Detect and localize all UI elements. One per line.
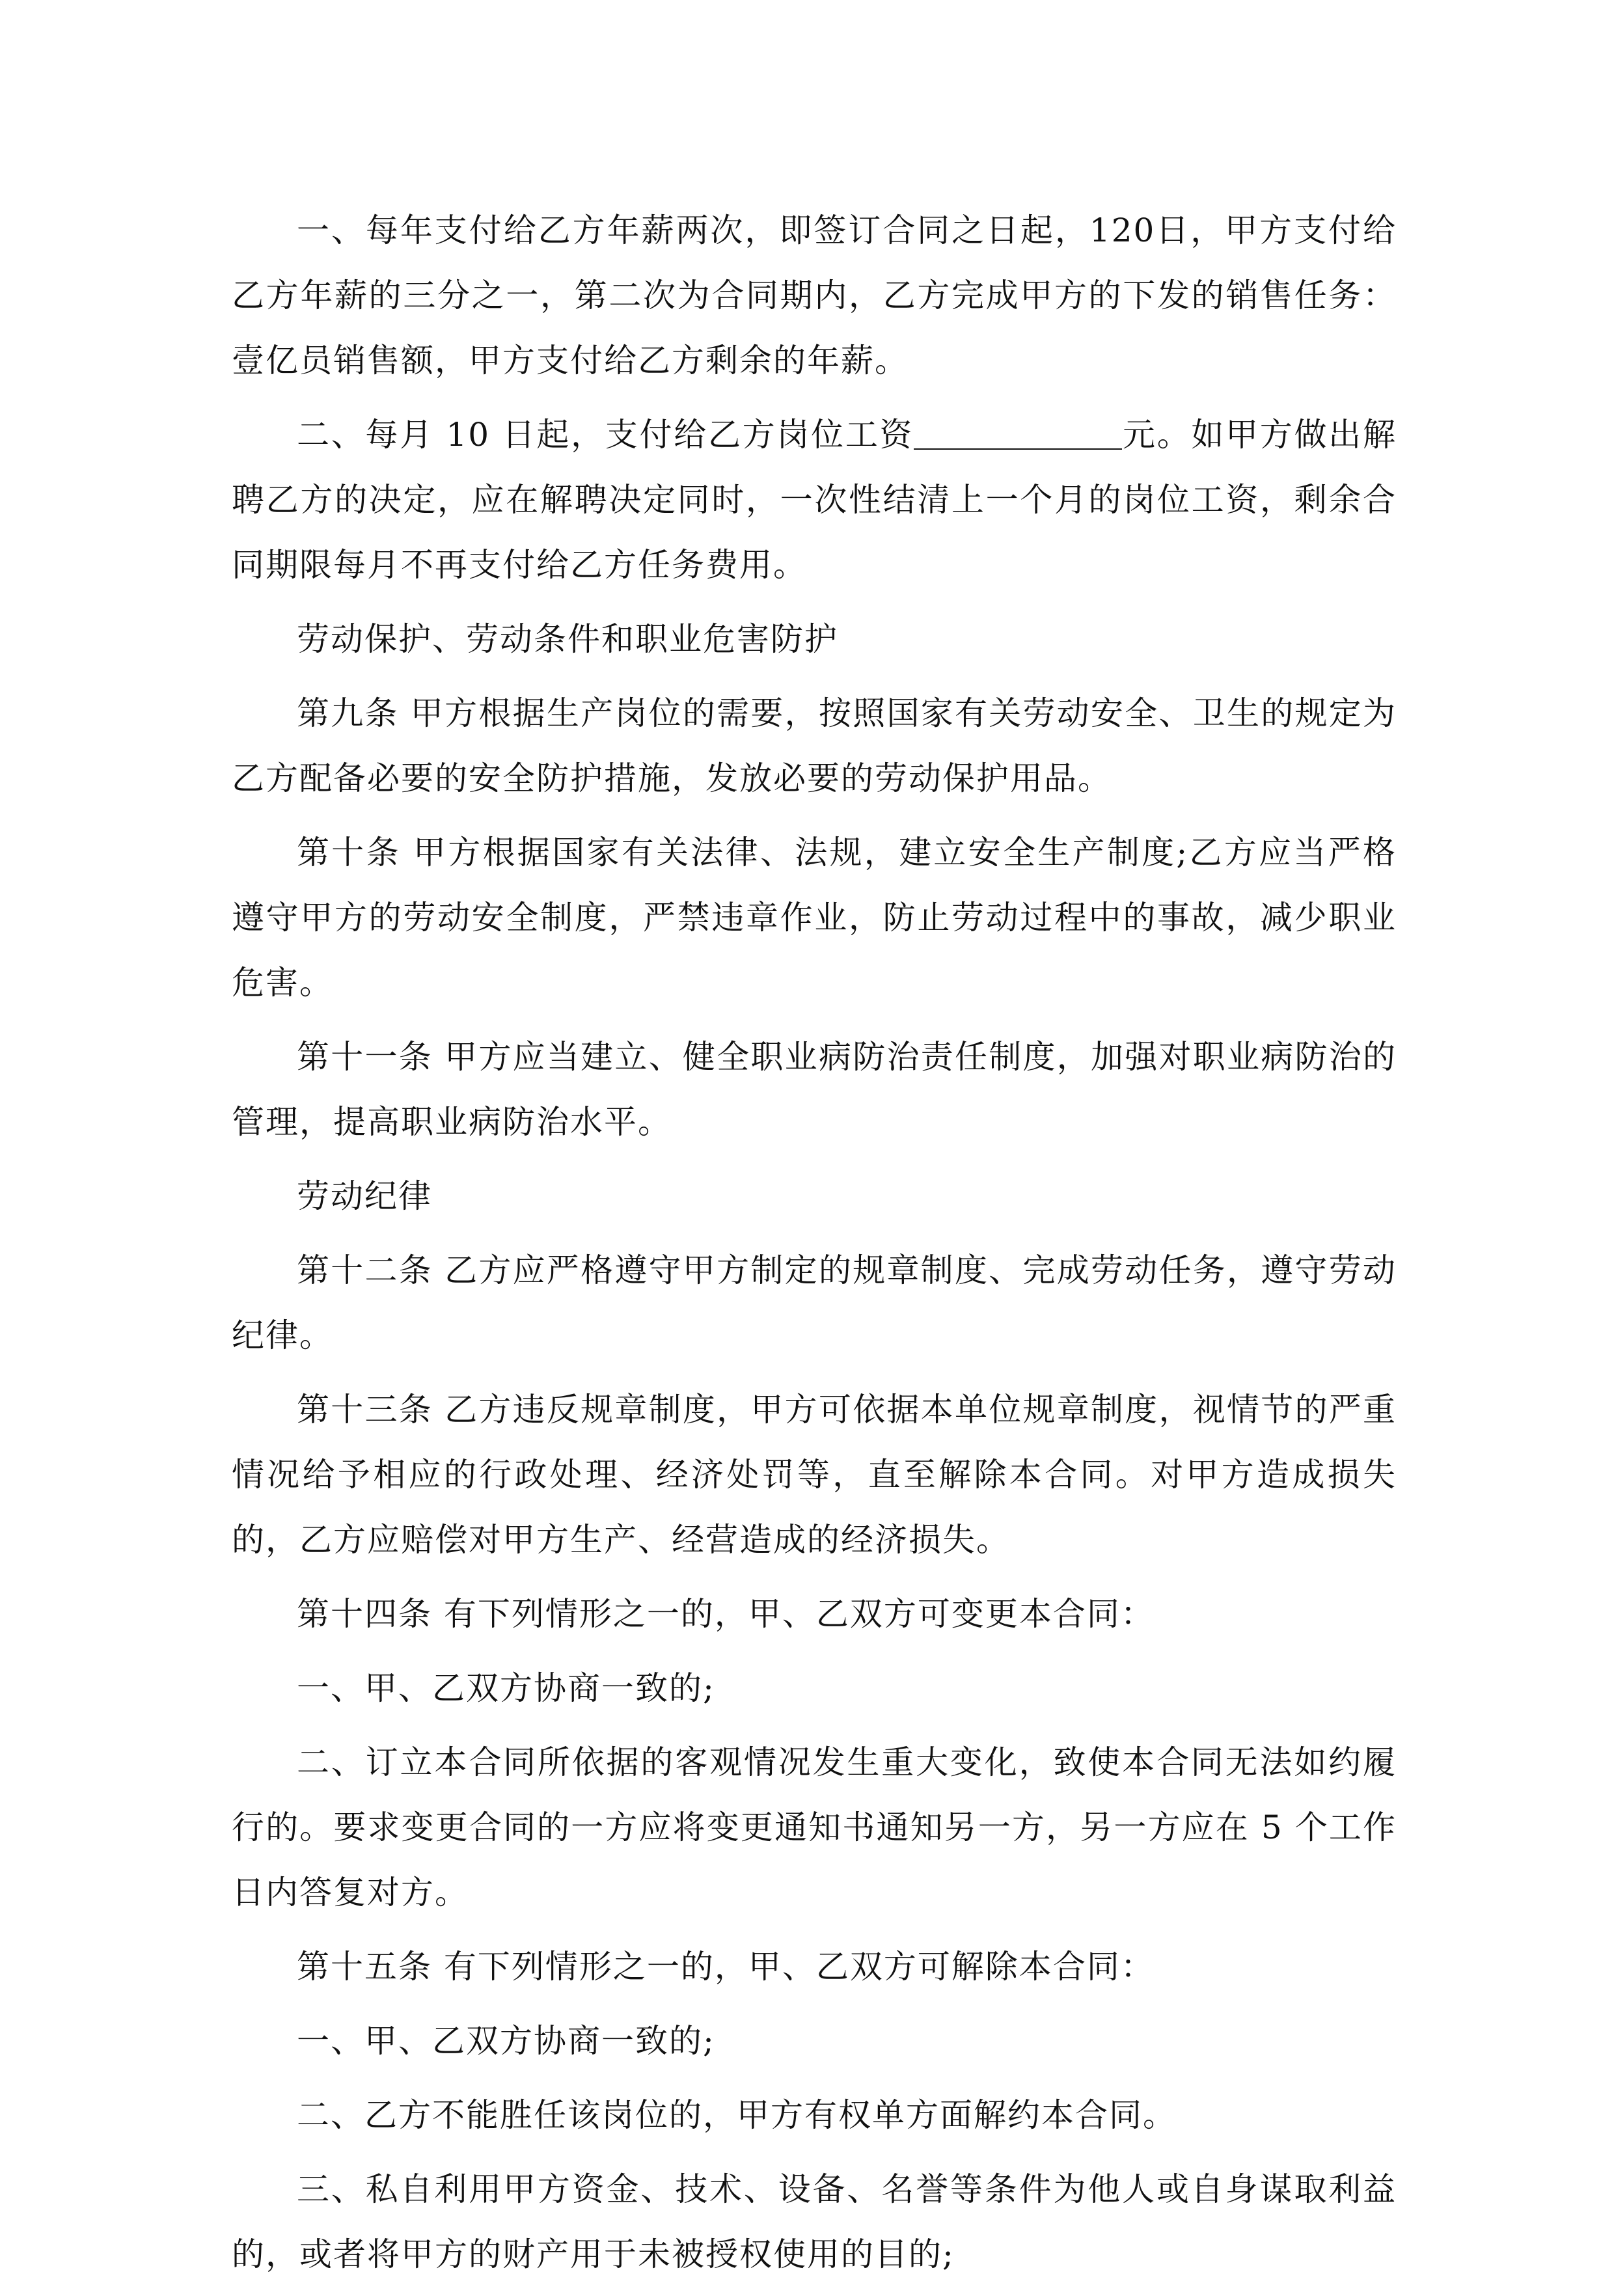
article-15-item-1: 一、甲、乙双方协商一致的; <box>297 2022 715 2060</box>
article-15: 第十五条 有下列情形之一的，甲、乙双方可解除本合同： <box>297 1948 1155 1986</box>
section-heading-labor-discipline: 劳动纪律 <box>297 1177 432 1215</box>
monthly-wage-text-after: 元。如甲方做出解聘乙方的决定，应在解聘决定同时，一次性结清上一个月的岗位工资，剩余合同期限每月不再支付给乙方任务费用。 <box>232 416 1397 584</box>
article-14-item-2: 二、订立本合同所依据的客观情况发生重大变化，致使本合同无法如约履行的。要求变更合同的一方应将变更通知书通知另一方，另一方应在 5 个工作日内答复对方。 <box>232 1743 1397 1911</box>
wage-amount-blank <box>914 416 1122 450</box>
article-10: 第十条 甲方根据国家有关法律、法规，建立安全生产制度;乙方应当严格遵守甲方的劳动安全制度，严禁违章作业，防止劳动过程中的事故，减少职业危害。 <box>232 834 1397 1002</box>
article-9: 第九条 甲方根据生产岗位的需要，按照国家有关劳动安全、卫生的规定为乙方配备必要的安全防护措施，发放必要的劳动保护用品。 <box>232 694 1397 797</box>
paragraph-annual-salary: 一、每年支付给乙方年薪两次，即签订合同之日起，120日，甲方支付给乙方年薪的三分之一，第二次为合同期内，乙方完成甲方的下发的销售任务：壹亿员销售额，甲方支付给乙方剩余的年薪。 <box>232 212 1397 379</box>
article-15-item-2: 二、乙方不能胜任该岗位的，甲方有权单方面解约本合同。 <box>297 2096 1177 2134</box>
article-14: 第十四条 有下列情形之一的，甲、乙双方可变更本合同： <box>297 1595 1155 1633</box>
document-body <box>232 198 1397 2296</box>
article-14-item-1: 一、甲、乙双方协商一致的; <box>297 1669 715 1707</box>
monthly-wage-text-before: 二、每月 10 日起，支付给乙方岗位工资 <box>297 416 914 454</box>
section-heading-labor-protection: 劳动保护、劳动条件和职业危害防护 <box>297 620 838 658</box>
article-13: 第十三条 乙方违反规章制度，甲方可依据本单位规章制度，视情节的严重情况给予相应的行政处理、经济处罚等，直至解除本合同。对甲方造成损失的，乙方应赔偿对甲方生产、经营造成的经济损失。 <box>232 1391 1397 1559</box>
article-12: 第十二条 乙方应严格遵守甲方制定的规章制度、完成劳动任务，遵守劳动纪律。 <box>232 1251 1397 1354</box>
article-11: 第十一条 甲方应当建立、健全职业病防治责任制度，加强对职业病防治的管理，提高职业病防治水平。 <box>232 1038 1397 1141</box>
article-15-item-3: 三、私自利用甲方资金、技术、设备、名誉等条件为他人或自身谋取利益的，或者将甲方的财产用于未被授权使用的目的; <box>232 2170 1397 2273</box>
paragraph-monthly-wage <box>232 402 1397 597</box>
